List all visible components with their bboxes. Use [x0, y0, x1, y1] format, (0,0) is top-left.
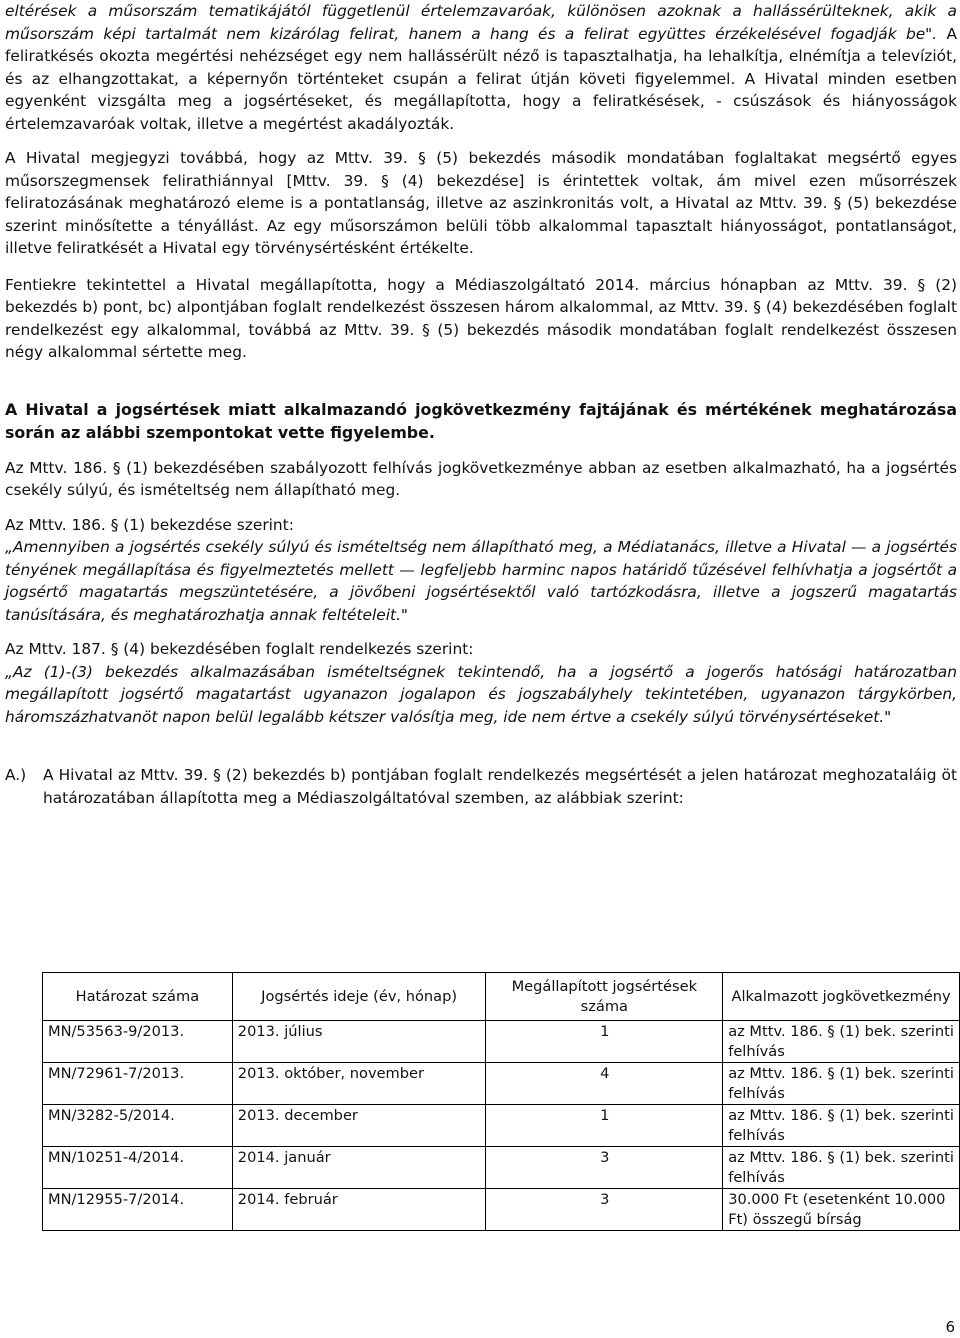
quote-187: „Az (1)-(3) bekezdés alkalmazásában ismételtségnek tekintendő, ha a jogsértő a jogerős hatósági határozatban megállapított jogsértő magatartást ugyanazon jogalapon és jogszabályhely tekintetében, ugyanazon tárgykörben, háromszázhatvanöt napon belül legalább kétszer valósítja meg, ide nem értve a csekély súlyú törvénysértéseket." [5, 662, 957, 726]
col-header-period: Jogsértés ideje (év, hónap) [232, 973, 486, 1021]
table-row [43, 1147, 960, 1189]
paragraph-missing-captions: A Hivatal megjegyzi továbbá, hogy az Mttv. 39. § (5) bekezdés második mondatában foglaltakat megsértő egyes műsorszegmensek felirathiánnyal [Mttv. 39. § (4) bekezdése] is érintettek voltak, ám mivel ezen műsorrészek feliratozásának meghatározó eleme is a pontatlanság, illetve az aszinkronitás volt, a Hivatal az Mttv. 39. § (5) bekezdése szerint minősítette a tényállást. Az egy műsorszámon belüli több alkalommal tapasztalt hiányosságot, pontatlanságot, illetve feliratkését a Hivatal egy törvénysértésként értékelte. [5, 149, 957, 257]
page-number: 6 [945, 1318, 955, 1336]
cell-decision: MN/12955-7/2014. [43, 1189, 233, 1231]
quote-186: „Amennyiben a jogsértés csekély súlyú és ismételtség nem állapítható meg, a Médiatanács, illetve a Hivatal — a jogsértés tényének megállapítása és figyelmeztetés mellett — legfeljebb harminc napos határidő tűzésével felhívhatja a jogsértőt a jogsértő magatartás megszüntetésére, a jövőbeni jogsértésektől való tartózkodásra, illetve a jogszerű magatartás tanúsítására, és meghatározhatja annak feltételeit." [5, 538, 957, 624]
cell-period: 2013. december [232, 1105, 486, 1147]
cell-sanction: 30.000 Ft (esetenként 10.000 Ft) összegű bírság [723, 1189, 960, 1231]
table-header-row [43, 973, 960, 1021]
paragraph-caption-delay [5, 0, 957, 135]
cell-period: 2013. július [232, 1021, 486, 1063]
list-item-text: A Hivatal az Mttv. 39. § (2) bekezdés b) pontjában foglalt rendelkezés megsértését a jelen határozat meghozataláig öt határozatában állapította meg a Médiaszolgáltatóval szemben, az alábbiak szerint: [43, 766, 957, 807]
quote-continuation: eltérések a műsorszám tematikájától függetlenül értelemzavaróak, különösen azoknak a hallássérülteknek, akik a műsorszám képi tartalmát nem kizárólag felirat, hanem a hang és a felirat együttes érzékelésével fogadják be". [5, 2, 957, 43]
cell-count: 1 [486, 1105, 723, 1147]
cell-sanction: az Mttv. 186. § (1) bek. szerinti felhívás [723, 1105, 960, 1147]
list-item-label: A.) [5, 766, 27, 784]
table-row [43, 1063, 960, 1105]
cell-period: 2014. január [232, 1147, 486, 1189]
col-header-decision: Határozat száma [43, 973, 233, 1021]
cell-count: 4 [486, 1063, 723, 1105]
cell-count: 1 [486, 1021, 723, 1063]
paragraph-caption-delay-body: A feliratkésés okozta megértési nehézséget egy nem hallássérült néző is tapasztalhatja, ha lehalkítja, elnémítja a televíziót, és az elhangzottakat, a képernyőn történteket csupán a felirat útján követi figyelemmel. A Hivatal minden esetben egyenként vizsgálta meg a jogsértéseket, és megállapította, hogy a feliratkésések, - csúszások és hiányosságok értelemzavaróak voltak, illetve a megértést akadályozták. [5, 24, 958, 133]
list-item-a [5, 764, 957, 809]
cell-sanction: az Mttv. 186. § (1) bek. szerinti felhívás [723, 1021, 960, 1063]
cell-sanction: az Mttv. 186. § (1) bek. szerinti felhívás [723, 1147, 960, 1189]
table-row [43, 1021, 960, 1063]
cell-period: 2013. október, november [232, 1063, 486, 1105]
cell-decision: MN/10251-4/2014. [43, 1147, 233, 1189]
decisions-table [42, 972, 960, 1231]
cell-period: 2014. február [232, 1189, 486, 1231]
paragraph-conclusion: Fentiekre tekintettel a Hivatal megállapította, hogy a Médiaszolgáltató 2014. március hónapban az Mttv. 39. § (2) bekezdés b) pont, bc) alpontjában foglalt rendelkezést összesen három alkalommal, az Mttv. 39. § (4) bekezdésében foglalt rendelkezést egy alkalommal, továbbá az Mttv. 39. § (5) bekezdés második mondatában foglalt rendelkezést összesen négy alkalommal sértette meg. [5, 275, 957, 361]
section-heading: A Hivatal a jogsértések miatt alkalmazandó jogkövetkezmény fajtájának és mértékének meghatározása során az alábbi szempontokat vette figyelembe. [5, 399, 957, 442]
paragraph-187-intro: Az Mttv. 187. § (4) bekezdésében foglalt rendelkezés szerint: [5, 640, 474, 658]
cell-decision: MN/53563-9/2013. [43, 1021, 233, 1063]
cell-count: 3 [486, 1189, 723, 1231]
cell-decision: MN/72961-7/2013. [43, 1063, 233, 1105]
col-header-sanction: Alkalmazott jogkövetkezmény [723, 973, 960, 1021]
table-row [43, 1189, 960, 1231]
cell-decision: MN/3282-5/2014. [43, 1105, 233, 1147]
paragraph-186: Az Mttv. 186. § (1) bekezdésében szabályozott felhívás jogkövetkezménye abban az esetben alkalmazható, ha a jogsértés csekély súlyú, és ismételtség nem állapítható meg. [5, 458, 957, 499]
cell-sanction: az Mttv. 186. § (1) bek. szerinti felhívás [723, 1063, 960, 1105]
document-page [5, 0, 957, 809]
paragraph-186-intro: Az Mttv. 186. § (1) bekezdése szerint: [5, 515, 294, 534]
table-row [43, 1105, 960, 1147]
cell-count: 3 [486, 1147, 723, 1189]
col-header-count: Megállapított jogsértések száma [486, 973, 723, 1021]
